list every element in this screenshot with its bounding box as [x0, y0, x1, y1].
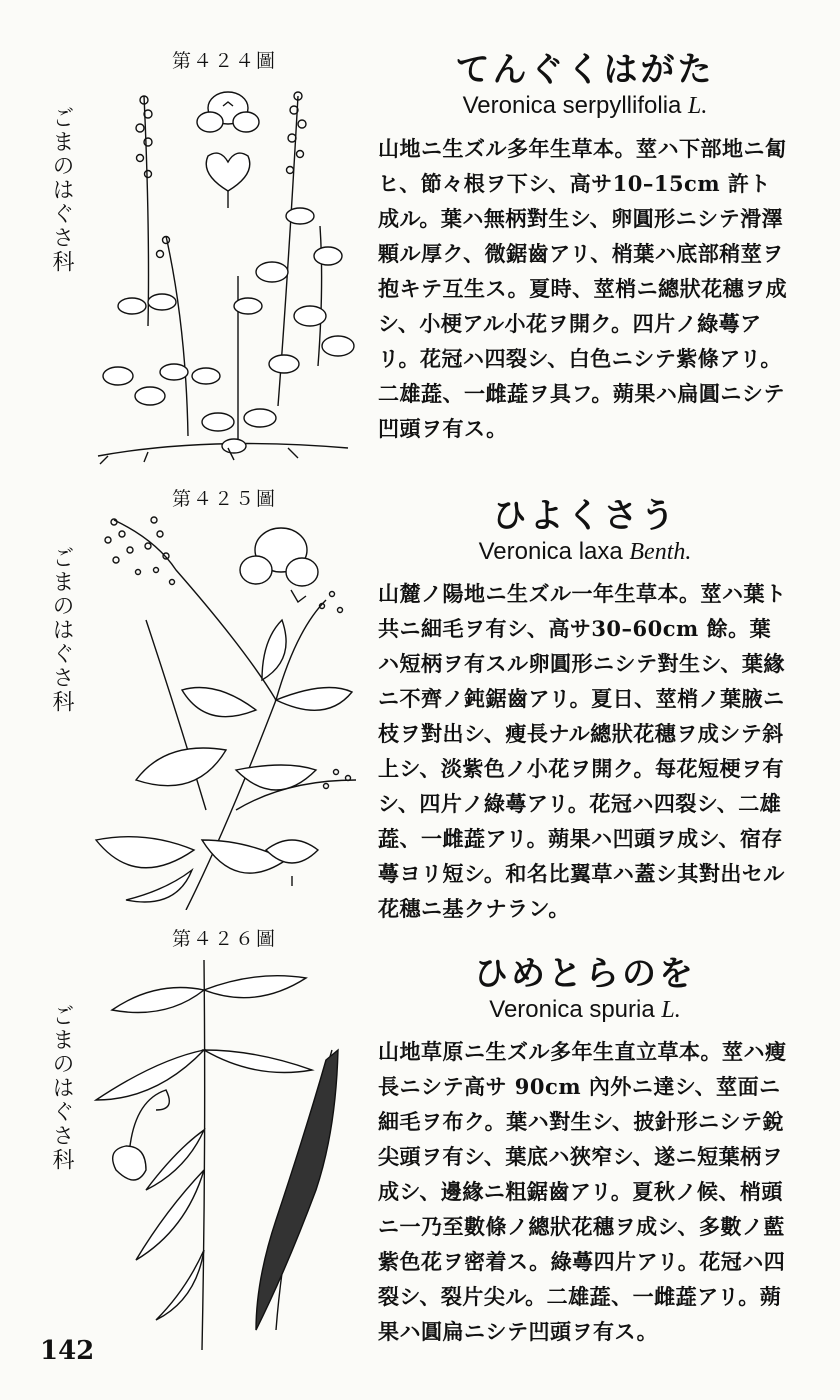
description: 山地草原ニ生ズル多年生直立草本。莖ハ瘦長ニシテ高サ 90cm 內外ニ達シ、莖面ニ細毛ヲ布ク。葉ハ對生シ、披針形ニシテ銳尖頭ヲ有シ、葉底ハ狹窄シ、遂ニ短葉柄ヲ成シ、邊緣ニ粗鋸齒アリ。夏秋ノ候、梢頭ニ一乃至數條ノ總狀花穗ヲ成シ、多數ノ藍紫色花ヲ密着ス。綠蕚四片アリ。花冠ハ四裂シ、裂片尖ル。二雄蕋、一雌蕋アリ。蒴果ハ圓扁ニシテ凹頭ヲ有ス。: [378, 1039, 787, 1344]
genus-species: Veronica laxa: [478, 538, 623, 565]
japanese-name: ひよくさう: [492, 496, 678, 536]
scientific-name: [380, 92, 790, 120]
genus-species: Veronica serpyllifolia: [462, 92, 682, 119]
figure-label: 第４２５圖: [172, 488, 278, 510]
author: L.: [661, 997, 681, 1023]
entry-425: [0, 470, 840, 920]
page-number: 142: [40, 1336, 95, 1366]
japanese-name: てんぐくはがた: [455, 50, 715, 90]
author: L.: [688, 93, 708, 119]
scientific-name: [380, 996, 790, 1024]
plant-illustration: [88, 76, 358, 466]
family-label: ごまのはぐさ科: [49, 1004, 74, 1172]
author: Benth.: [629, 539, 692, 565]
figure-label: 第４２６圖: [172, 928, 278, 950]
scientific-name: [380, 538, 790, 566]
description: 山麓ノ陽地ニ生ズル一年生草本。莖ハ葉ト共ニ細毛ヲ有シ、高サ30–60cm 餘。葉ハ短柄ヲ有スル卵圓形ニシテ對生シ、葉緣ニ不齊ノ鈍鋸齒アリ。夏日、莖梢ノ葉腋ニ枝ヲ對出シ、瘦長ナル總狀花穗ヲ成シテ斜上シ、淡紫色ノ小花ヲ開ク。每花短梗ヲ有シ、四片ノ綠蕚アリ。花冠ハ四裂シ、二雄蕋、一雌蕋アリ。蒴果ハ凹頭ヲ成シ、宿存蕚ヨリ短シ。和名比翼草ハ蓋シ其對出セル花穗ニ基クナラン。: [378, 581, 787, 921]
genus-species: Veronica spuria: [489, 996, 655, 1023]
figure-label: 第４２４圖: [172, 50, 278, 72]
description: 山地ニ生ズル多年生草本。莖ハ下部地ニ匐ヒ、節々根ヲ下シ、高サ10–15cm 許ト成ル。葉ハ無柄對生シ、卵圓形ニシテ滑澤顆ル厚ク、微鋸齒アリ、梢葉ハ底部稍莖ヲ抱キテ互生ス。夏時、莖梢ニ總狀花穗ヲ成シ、小梗アル小花ヲ開ク。四片ノ綠蕚アリ。花冠ハ四裂シ、白色ニシテ紫條アリ。二雄蕋、一雌蕋ヲ具フ。蒴果ハ扁圓ニシテ凹頭ヲ有ス。: [378, 136, 788, 441]
plant-illustration: [86, 510, 366, 910]
plant-illustration: [86, 950, 366, 1350]
japanese-name: ひめとらのを: [474, 954, 696, 994]
family-label: ごまのはぐさ科: [49, 546, 74, 714]
family-label: ごまのはぐさ科: [49, 106, 74, 274]
entry-426: [0, 910, 840, 1350]
entry-424: [0, 0, 840, 470]
